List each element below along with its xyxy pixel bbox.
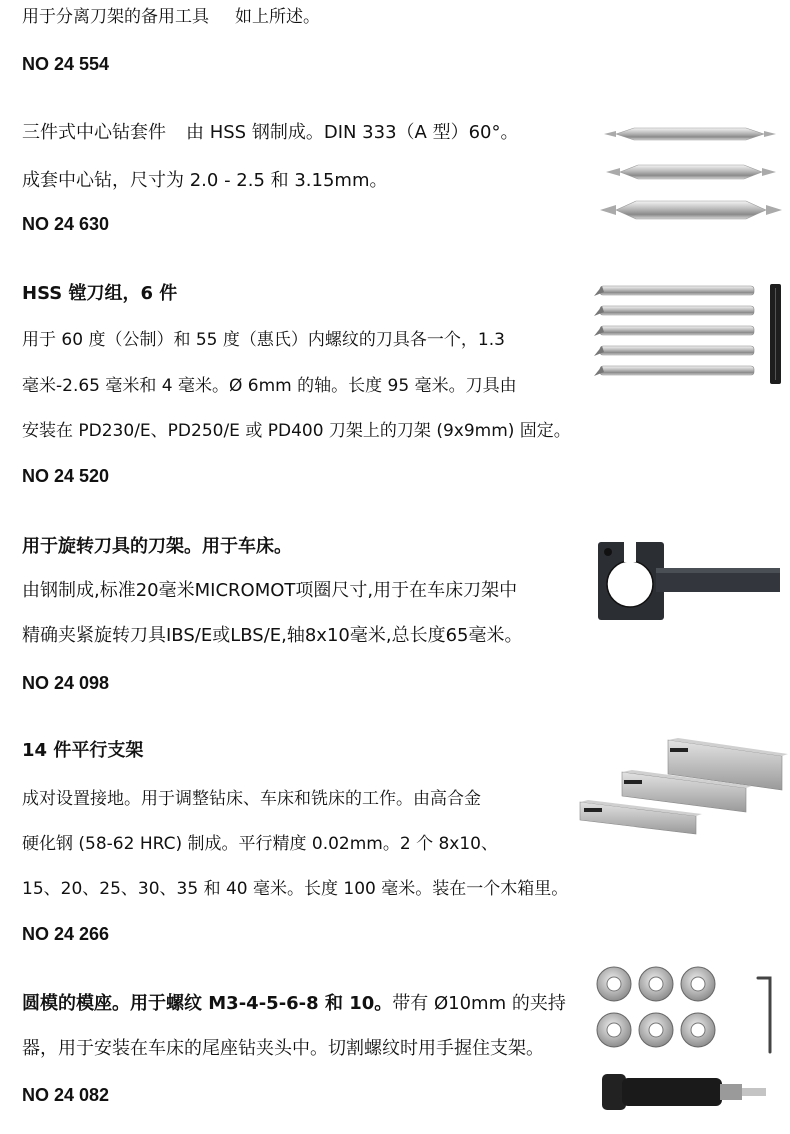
boring-bar-4 [600,346,754,355]
section-2-title: 三件式中心钻套件 [22,122,166,143]
section-3-title: HSS 镗刀组，6 件 [22,283,178,304]
section-4-line-2: 精确夹紧旋转刀具IBS/E或LBS/E,轴8x10毫米,总长度65毫米。 [22,625,523,646]
clamp-screw-icon [604,548,612,556]
section-5-line-3: 15、20、25、30、35 和 40 毫米。长度 100 毫米。装在一个木箱里。 [22,879,569,899]
section-5-line-2: 硬化钢 (58-62 HRC) 制成。平行精度 0.02mm。2 个 8x10、 [22,834,498,854]
section-2-line-1: 由 HSS 钢制成。DIN 333（A 型）60°。 [186,122,519,143]
section-6-title: 圆模的模座。用于螺纹 M3-4-5-6-8 和 10。 [22,993,393,1014]
section-4-line-1: 由钢制成,标准20毫米MICROMOT项圈尺寸,用于在车床刀架中 [22,580,518,601]
section-3-line-1: 用于 60 度（公制）和 55 度（惠氏）内螺纹的刀具各一个，1.3 [22,330,505,350]
section-3-line-3: 安装在 PD230/E、PD250/E 或 PD400 刀架上的刀架 (9x9mm) 固定。 [22,421,571,441]
section-6-number: NO 24 082 [22,1085,110,1105]
round-die-row-2 [597,1013,715,1047]
round-die-row-1 [597,967,715,1001]
parallel-bar-small [580,800,702,834]
section-5-number: NO 24 266 [22,924,110,944]
rotary-tool-holder-image [596,532,786,632]
section-6-title-tail: 带有 Ø10mm 的夹持 [392,993,566,1014]
boring-tool-set-image [592,280,788,388]
section-2-number: NO 24 630 [22,214,110,234]
section-1-heading [22,6,320,28]
boring-bar-2 [600,306,754,315]
hex-key-icon [758,978,770,1052]
section-4-title: 用于旋转刀具的刀架。用于车床。 [22,536,292,557]
section-4-number: NO 24 098 [22,673,110,693]
center-drill-set-image [596,120,786,232]
section-3-number: NO 24 520 [22,466,110,486]
die-holder-handle [602,1074,766,1110]
section-1-desc: 如上所述。 [235,7,320,27]
holder-bore [607,561,653,607]
section-2-line-2: 成套中心钻，尺寸为 2.0 - 2.5 和 3.15mm。 [22,170,388,191]
section-6-line-1: 器，用于安装在车床的尾座钻夹头中。切割螺纹时用手握住支架。 [22,1038,544,1059]
section-1-title: 用于分离刀架的备用工具 [22,7,209,27]
bar-brand-label [670,748,688,752]
section-1-number: NO 24 554 [22,54,110,74]
boring-bar-1 [600,286,754,295]
section-6-heading [22,993,566,1015]
section-3-line-2: 毫米-2.65 毫米和 4 毫米。Ø 6mm 的轴。长度 95 毫米。刀具由 [22,376,517,396]
boring-bar-5 [600,366,754,375]
die-holder-set-image [592,962,788,1118]
section-5-title: 14 件平行支架 [22,740,144,761]
center-drill-2 [606,165,776,179]
center-drill-3 [600,201,782,219]
center-drill-1 [604,128,776,140]
section-2-heading [22,122,518,144]
boring-bar-3 [600,326,754,335]
parallel-bars-image [576,736,788,848]
section-5-line-1: 成对设置接地。用于调整钻床、车床和铣床的工作。由高合金 [22,789,481,809]
